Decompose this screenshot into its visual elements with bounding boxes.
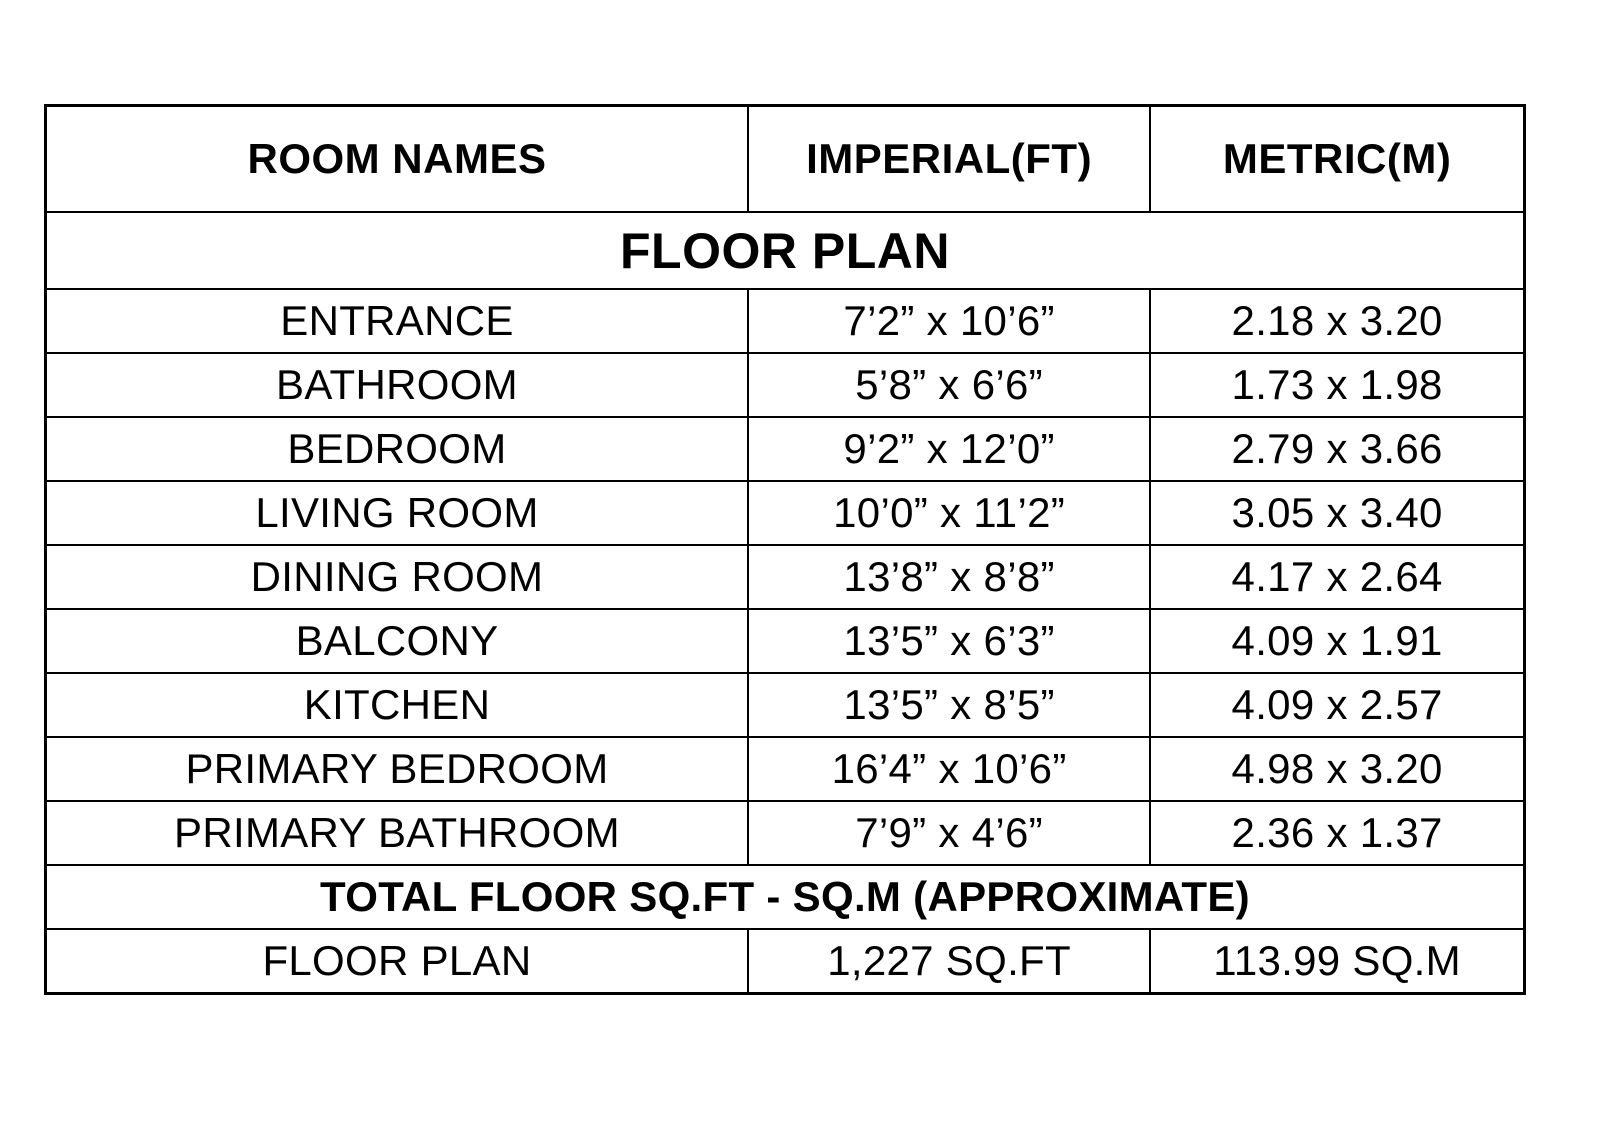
room-name: LIVING ROOM <box>46 481 748 545</box>
room-name: ENTRANCE <box>46 289 748 353</box>
room-imperial: 13’5” x 6’3” <box>748 609 1150 673</box>
table-row <box>46 353 1525 417</box>
room-imperial: 16’4” x 10’6” <box>748 737 1150 801</box>
room-metric: 3.05 x 3.40 <box>1150 481 1524 545</box>
room-imperial: 10’0” x 11’2” <box>748 481 1150 545</box>
room-metric: 4.17 x 2.64 <box>1150 545 1524 609</box>
room-metric: 2.79 x 3.66 <box>1150 417 1524 481</box>
header-metric: METRIC(M) <box>1150 106 1524 213</box>
room-name: KITCHEN <box>46 673 748 737</box>
room-metric: 4.09 x 2.57 <box>1150 673 1524 737</box>
total-imperial: 1,227 SQ.FT <box>748 929 1150 994</box>
room-metric: 1.73 x 1.98 <box>1150 353 1524 417</box>
section-title: FLOOR PLAN <box>46 212 1525 289</box>
total-metric: 113.99 SQ.M <box>1150 929 1524 994</box>
room-name: BALCONY <box>46 609 748 673</box>
header-row <box>46 106 1525 213</box>
room-imperial: 7’9” x 4’6” <box>748 801 1150 865</box>
header-imperial: IMPERIAL(FT) <box>748 106 1150 213</box>
room-metric: 2.36 x 1.37 <box>1150 801 1524 865</box>
table-row <box>46 545 1525 609</box>
table-row <box>46 417 1525 481</box>
table-row <box>46 737 1525 801</box>
room-imperial: 13’5” x 8’5” <box>748 673 1150 737</box>
room-metric: 2.18 x 3.20 <box>1150 289 1524 353</box>
table-row <box>46 609 1525 673</box>
section-row <box>46 212 1525 289</box>
room-name: BEDROOM <box>46 417 748 481</box>
total-title: TOTAL FLOOR SQ.FT - SQ.M (APPROXIMATE) <box>46 865 1525 929</box>
room-imperial: 13’8” x 8’8” <box>748 545 1150 609</box>
total-row <box>46 929 1525 994</box>
table-row <box>46 673 1525 737</box>
header-room-names: ROOM NAMES <box>46 106 748 213</box>
room-imperial: 7’2” x 10’6” <box>748 289 1150 353</box>
room-metric: 4.09 x 1.91 <box>1150 609 1524 673</box>
room-metric: 4.98 x 3.20 <box>1150 737 1524 801</box>
total-name: FLOOR PLAN <box>46 929 748 994</box>
room-name: PRIMARY BEDROOM <box>46 737 748 801</box>
room-imperial: 5’8” x 6’6” <box>748 353 1150 417</box>
table-row <box>46 289 1525 353</box>
table-row <box>46 481 1525 545</box>
room-dimensions-table <box>44 104 1526 995</box>
room-name: BATHROOM <box>46 353 748 417</box>
total-title-row <box>46 865 1525 929</box>
table-row <box>46 801 1525 865</box>
room-imperial: 9’2” x 12’0” <box>748 417 1150 481</box>
room-name: DINING ROOM <box>46 545 748 609</box>
room-name: PRIMARY BATHROOM <box>46 801 748 865</box>
